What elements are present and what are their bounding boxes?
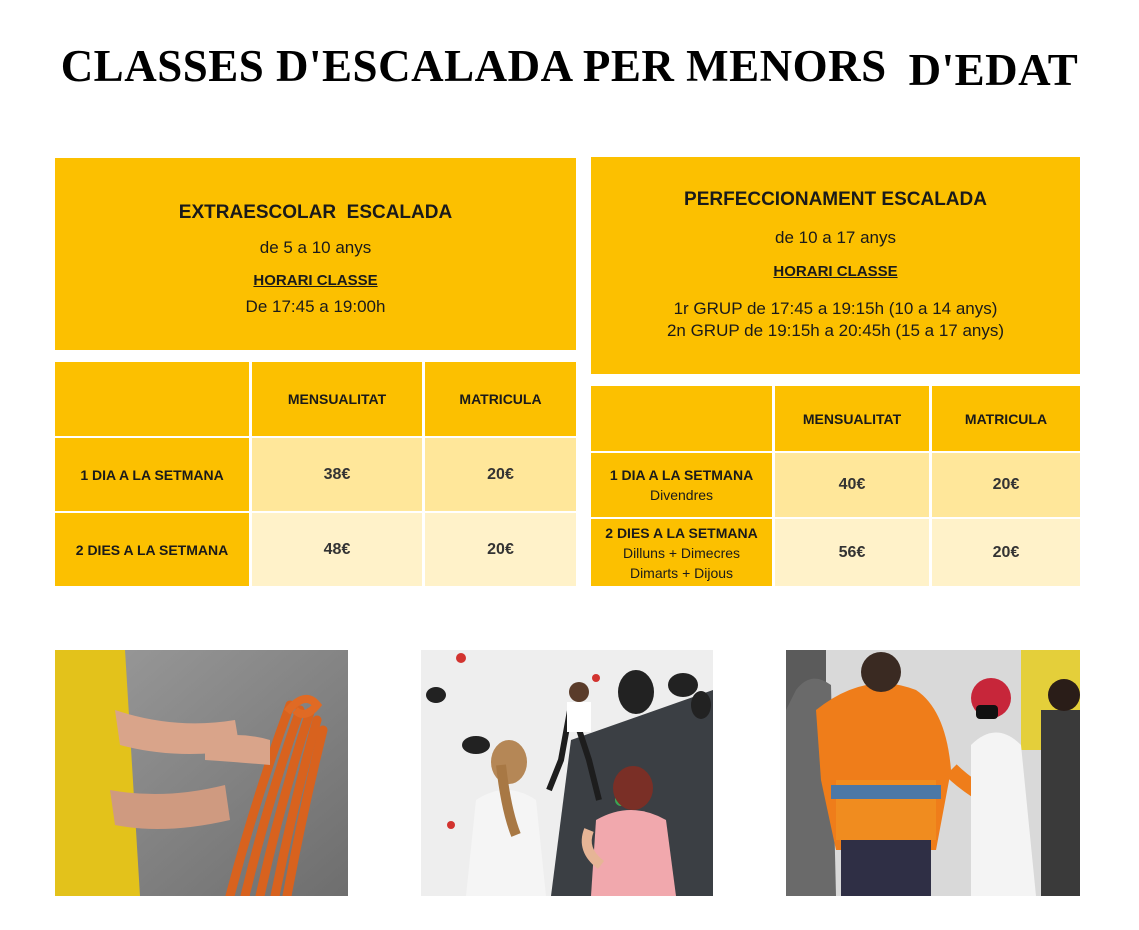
row-header-1-day-label: 1 DIA A LA SETMANA: [609, 467, 754, 483]
enrollment-price-1-day: 20€: [932, 453, 1080, 517]
enrollment-price-2-days: 20€: [932, 519, 1080, 586]
row-header-1-day-days: Divendres: [649, 487, 714, 503]
extraescolar-ages: de 5 a 10 anys: [259, 238, 372, 257]
monthly-price-1-day: 38€: [252, 438, 422, 511]
row-header-2-days-option-1: Dilluns + Dimecres: [622, 544, 741, 561]
extraescolar-schedule-label: HORARI CLASSE: [253, 272, 378, 289]
extraescolar-schedule: De 17:45 a 19:00h: [245, 297, 386, 316]
extraescolar-heading: EXTRAESCOLAR ESCALADA: [178, 202, 453, 223]
column-header-mensualitat: MENSUALITAT: [252, 362, 422, 436]
page-title: [0, 40, 1139, 95]
column-header-mensualitat: MENSUALITAT: [775, 386, 929, 451]
row-header-2-days: 2 DIES A LA SETMANA: [55, 513, 249, 586]
perfeccionament-heading: PERFECCIONAMENT ESCALADA: [684, 189, 987, 210]
enrollment-price-2-days: 20€: [425, 513, 576, 586]
extraescolar-info-box: [55, 158, 576, 350]
monthly-price-2-days: 56€: [775, 519, 929, 586]
row-header-2-days-label: 2 DIES A LA SETMANA: [605, 524, 758, 541]
row-header-1-day: 1 DIA A LA SETMANA: [55, 438, 249, 511]
monthly-price-2-days: 48€: [252, 513, 422, 586]
column-header-matricula: MATRICULA: [425, 362, 576, 436]
perfeccionament-group-2: 2n GRUP de 19:15h a 20:45h (15 a 17 anys): [666, 321, 1005, 340]
page-title-tail: D'EDAT: [908, 45, 1079, 95]
perfeccionament-schedule-label: HORARI CLASSE: [773, 263, 898, 280]
bouldering-wall-illustration: [421, 650, 713, 896]
monthly-price-1-day: 40€: [775, 453, 929, 517]
table-corner: [591, 386, 772, 451]
rope-coil-photo: [55, 650, 348, 896]
perfeccionament-ages: de 10 a 17 anys: [775, 228, 896, 247]
perfeccionament-info-box: [591, 157, 1080, 374]
perfeccionament-group-1: 1r GRUP de 17:45 a 19:15h (10 a 14 anys): [673, 299, 998, 318]
page-title-main: CLASSES D'ESCALADA PER MENORS: [60, 41, 887, 91]
enrollment-price-1-day: 20€: [425, 438, 576, 511]
row-header-2-days-option-2: Dimarts + Dijous: [629, 564, 734, 581]
row-header-2-days: [591, 519, 772, 586]
bouldering-wall-photo: [421, 650, 713, 896]
column-header-matricula: MATRICULA: [932, 386, 1080, 451]
table-corner: [55, 362, 249, 436]
rope-coil-illustration: [55, 650, 348, 896]
row-header-1-day: [591, 453, 772, 517]
climbing-harness-illustration: [786, 650, 1080, 896]
climbing-harness-photo: [786, 650, 1080, 896]
